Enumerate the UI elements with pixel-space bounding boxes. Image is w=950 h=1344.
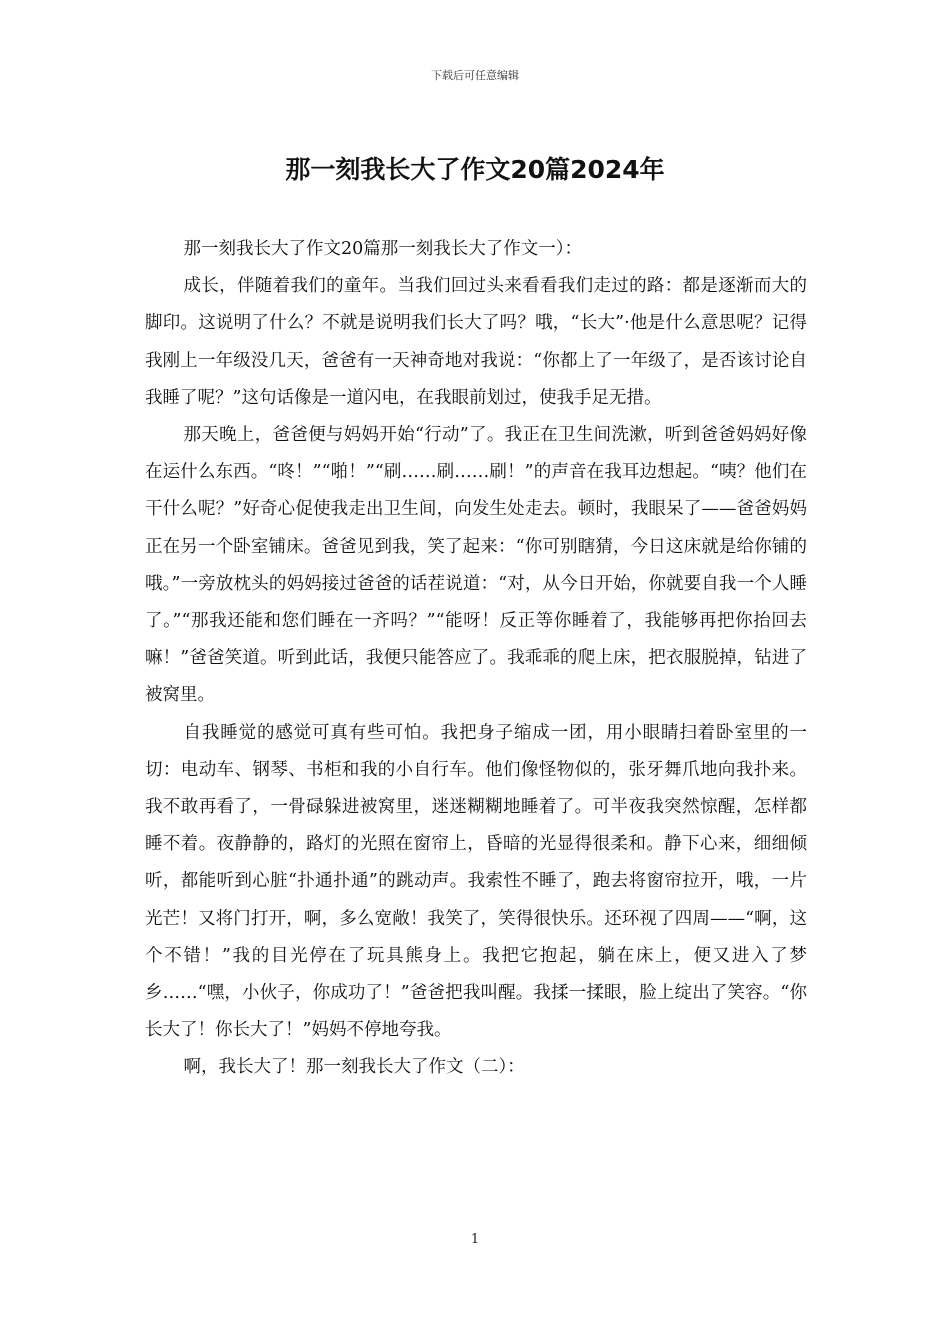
document-body [145, 231, 807, 1087]
page-number: 1 [470, 1232, 480, 1247]
paragraph: 那一刻我长大了作文20篇那一刻我长大了作文一）： [183, 239, 583, 259]
paragraph: 自我睡觉的感觉可真有些可怕。我把身子缩成一团，用小眼睛扫着卧室里的一切：电动车、钢琴、书柜和我的小自行车。他们像怪物似的，张牙舞爪地向我扑来。我不敢再看了，一骨碌躲进被窝里，迷迷糊糊地睡着了。可半夜我突然惊醒，怎样都睡不着。夜静静的，路灯的光照在窗帘上，昏暗的光显得很柔和。静下心来，细细倾听，都能听到心脏“扑通扑通”的跳动声。我索性不睡了，跑去将窗帘拉开，哦，一片光芒！又将门打开，啊，多么宽敞！我笑了，笑得很快乐。还环视了四周——“啊，这个不错！”我的目光停在了玩具熊身上。我把它抱起，躺在床上，便又进入了梦乡……“嘿，小伙子，你成功了！”爸爸把我叫醒。我揉一揉眼，脸上绽出了笑容。“你长大了！你长大了！”妈妈不停地夸我。 [145, 722, 807, 1041]
paragraph: 那天晚上，爸爸便与妈妈开始“行动”了。我正在卫生间洗漱，听到爸爸妈妈好像在运什么东西。“咚！”“啪！”“刷……刷……刷！”的声音在我耳边想起。“咦？他们在干什么呢？”好奇心促使我走出卫生间，向发生处走去。顿时，我眼呆了——爸爸妈妈正在另一个卧室铺床。爸爸见到我，笑了起来：“你可别瞎猜，今日这床就是给你铺的哦。”一旁放枕头的妈妈接过爸爸的话茬说道：“对，从今日开始，你就要自我一个人睡了。”“那我还能和您们睡在一齐吗？”“能呀！反正等你睡着了，我能够再把你抬回去嘛！”爸爸笑道。听到此话，我便只能答应了。我乖乖的爬上床，把衣服脱掉，钻进了被窝里。 [145, 425, 807, 706]
paragraph: 啊，我长大了！那一刻我长大了作文（二）： [183, 1057, 525, 1078]
header-note: 下载后可任意编辑 [431, 69, 519, 82]
paragraph: 成长，伴随着我们的童年。当我们回过头来看看我们走过的路：都是逐渐而大的脚印。这说明了什么？不就是说明我们长大了吗？哦，“长大”·他是什么意思呢？记得我刚上一年级没几天，爸爸有一天神奇地对我说：“你都上了一年级了，是否该讨论自我睡了呢？”这句话像是一道闪电，在我眼前划过，使我手足无措。 [145, 276, 807, 408]
page-title: 那一刻我长大了作文20篇2024年 [285, 155, 665, 184]
